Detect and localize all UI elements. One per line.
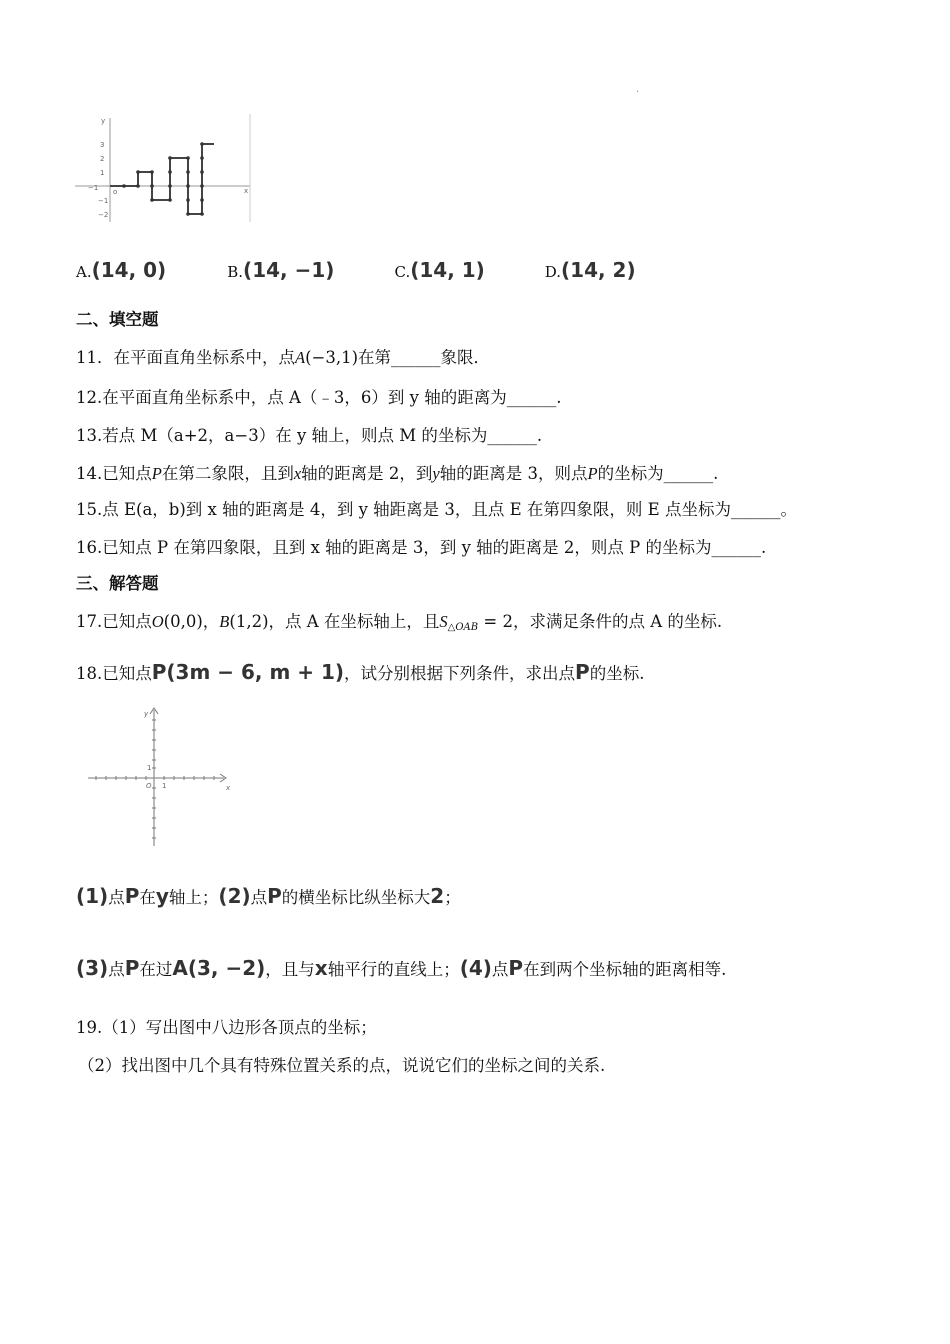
fig2-x-one-label: 1 [162, 782, 167, 790]
question-19-part2: （2）找出图中几个具有特殊位置关系的点，说说它们的坐标之间的关系. [78, 1056, 606, 1075]
question-17: 17.已知点O(0,0)，B(1,2)，点 A 在坐标轴上，且$S_{\triangle OAB} = 2$，求满足条件的点 A 的坐标. [76, 612, 723, 633]
question-11: 11．在平面直角坐标系中，点A(−3,1)在第______象限． [76, 348, 491, 367]
fig1-neg1x-label: −1 [88, 184, 99, 192]
choice-b: B.(14, −1) [227, 258, 335, 282]
fig1-tick-neg2: −2 [98, 211, 109, 219]
fig1-tick-3: 3 [100, 141, 105, 149]
question-16: 16.已知点 P 在第四象限，且到 x 轴的距离是 3，到 y 轴的距离是 2，则点 P 的坐标为______. [76, 538, 767, 557]
fig1-tick-2: 2 [100, 155, 105, 163]
fig1-x-label: x [244, 187, 249, 195]
top-mark: . [636, 84, 640, 95]
fig2-origin-label: O [146, 782, 152, 790]
question-18: 18.已知点P(3m − 6, m + 1)，试分别根据下列条件，求出点P的坐标. [76, 660, 645, 684]
choice-d: D.(14, 2) [544, 258, 636, 282]
fig2-x-label: x [226, 784, 231, 792]
question-15: 15.点 E(a，b)到 x 轴的距离是 4，到 y 轴距离是 3，且点 E 在第四象限，则 E 点坐标为______。 [76, 500, 797, 519]
question-14: 14.已知点P在第二象限，且到x轴的距离是 2，到y轴的距离是 3，则点P的坐标为______. [76, 464, 719, 483]
question-19-part1: 19.（1）写出图中八边形各顶点的坐标； [76, 1018, 377, 1037]
choice-row [76, 258, 636, 284]
q18-conditions-3-4: (3)点P在过A(3, −2)，且与x轴平行的直线上；(4)点P在到两个坐标轴的距离相等. [76, 956, 727, 980]
fig2-y-one-label: 1 [147, 764, 152, 772]
fig1-origin-label: o [113, 188, 118, 196]
section-fill-blank-heading: 二、填空题 [76, 310, 159, 329]
choice-c: C.(14, 1) [394, 258, 485, 282]
coordinate-axes-figure [84, 704, 234, 849]
fig1-tick-1: 1 [100, 169, 105, 177]
q18-conditions-1-2: (1)点P在y轴上；(2)点P的横坐标比纵坐标大2； [76, 884, 461, 908]
fig1-tick-neg1: −1 [98, 197, 109, 205]
step-graph-figure [72, 110, 257, 225]
question-12: 12.在平面直角坐标系中，点 A（﹣3，6）到 y 轴的距离为______. [76, 388, 562, 407]
fig2-y-label: y [144, 710, 149, 718]
section-solve-heading: 三、解答题 [76, 574, 159, 593]
choice-a: A.(14, 0) [76, 258, 167, 282]
question-13: 13.若点 M（a+2，a−3）在 y 轴上，则点 M 的坐标为______. [76, 426, 543, 445]
fig1-y-label: y [101, 117, 106, 125]
